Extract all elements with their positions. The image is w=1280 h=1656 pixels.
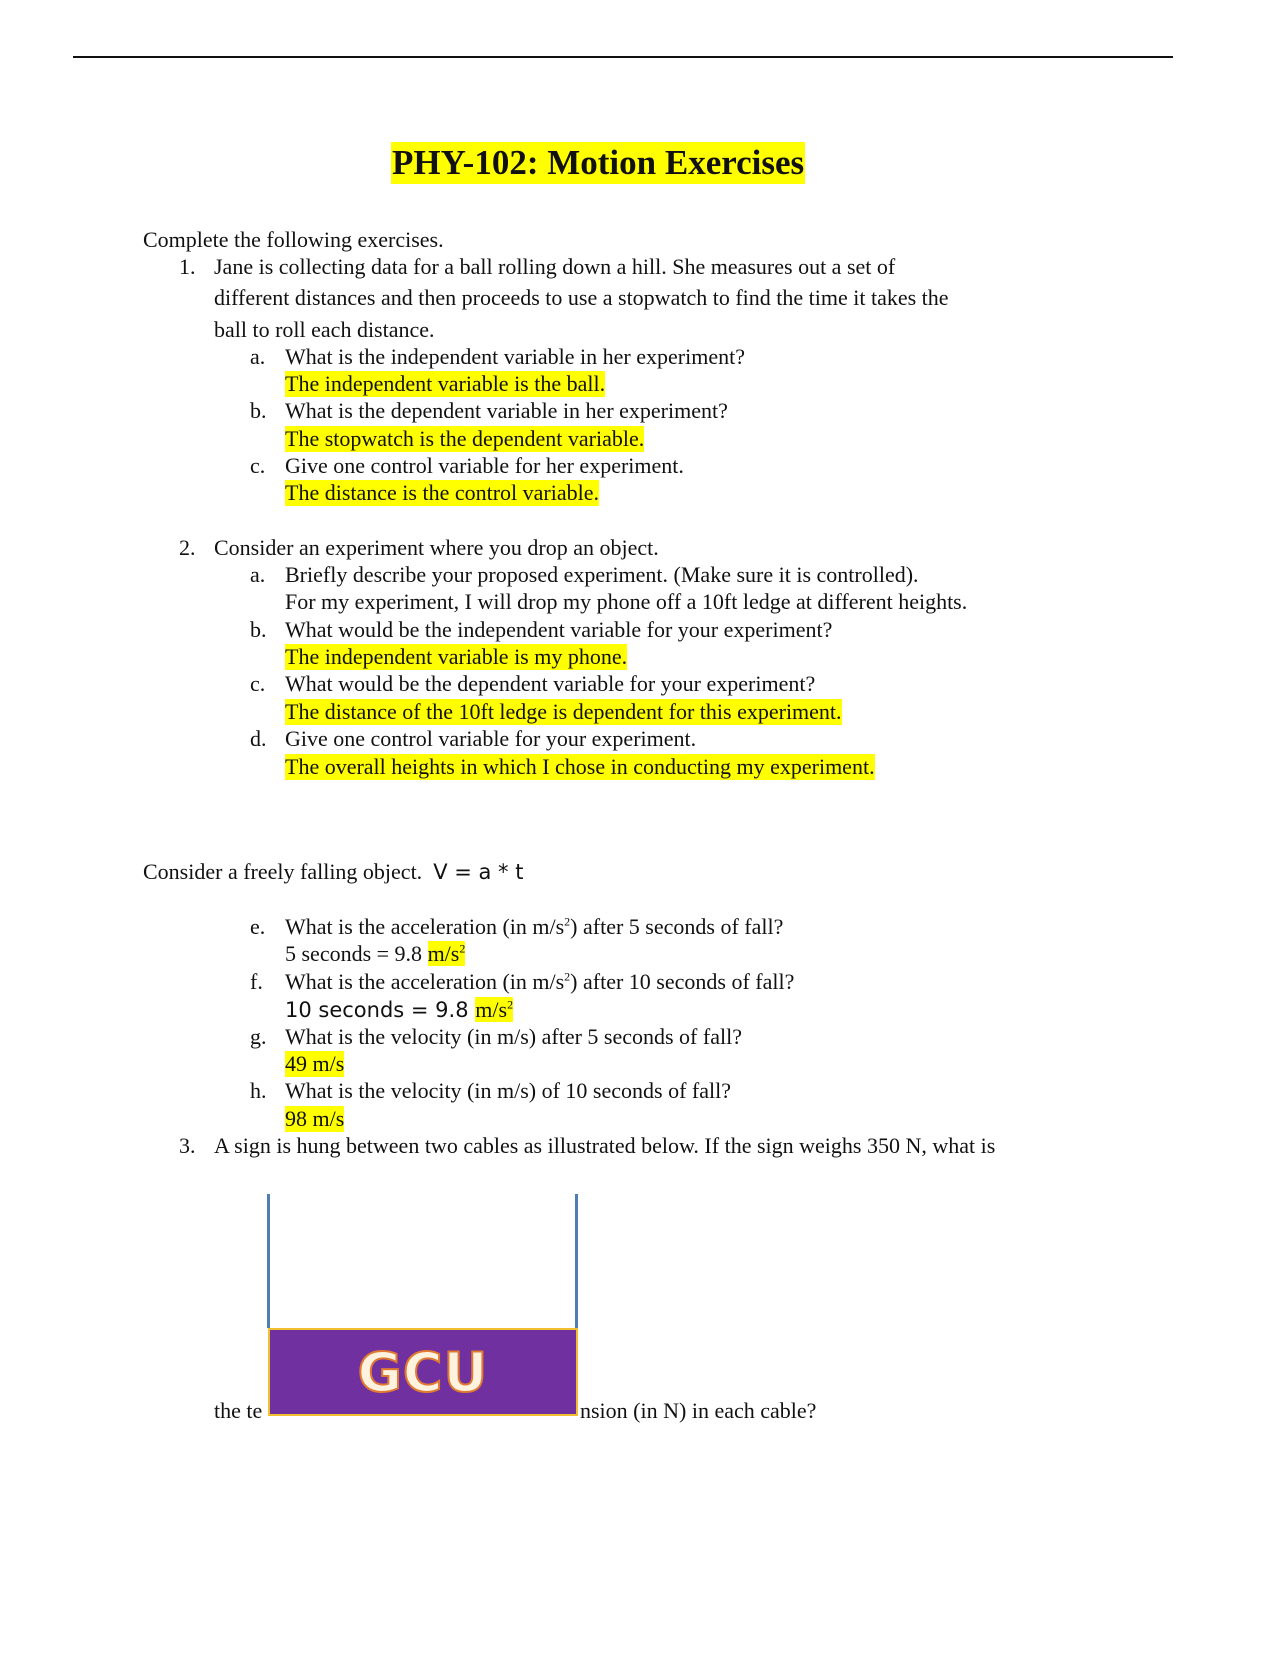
q1-text-line: Jane is collecting data for a ball rolling down a hill. She measures out a set of [214,254,896,279]
q1c-answer: The distance is the control variable. [285,480,599,505]
q1b-question: What is the dependent variable in her experiment? [285,398,728,423]
page-title: PHY-102: Motion Exercises [392,143,805,182]
left-cable [267,1194,270,1328]
q3-text-continued-right: nsion (in N) in each cable? [580,1398,817,1423]
falling-intro [143,859,523,885]
q2c-question: What would be the dependent variable for your experiment? [285,671,816,696]
q1b-answer: The stopwatch is the dependent variable. [285,426,645,451]
q2d-letter: d. [250,726,267,751]
q2c-letter: c. [250,671,266,696]
q1b-letter: b. [250,398,267,423]
qf-question: What is the acceleration (in $m/s^2$) after 10 seconds of fall? [285,969,795,994]
qe-answer: 5 seconds = 9.8 $m/s^2$ [285,941,466,966]
q3-text-continued-left: the te [214,1398,263,1423]
qf-letter: f. [250,969,263,994]
qe-letter: e. [250,914,266,939]
qh-answer: 98 m/s [285,1106,345,1131]
q2d-question: Give one control variable for your experiment. [285,726,697,751]
q2a-answer: For my experiment, I will drop my phone off a 10ft ledge at different heights. [285,589,968,614]
gcu-sign-image [268,1328,578,1416]
qg-letter: g. [250,1024,267,1049]
qh-question: What is the velocity (in m/s) of 10 seconds of fall? [285,1078,731,1103]
qg-answer: 49 m/s [285,1051,345,1076]
header-rule [73,56,1173,58]
intro-text: Complete the following exercises. [143,227,444,252]
q1-text-line: different distances and then proceeds to use a stopwatch to find the time it takes the [214,285,949,310]
q2c-answer: The distance of the 10ft ledge is dependent for this experiment. [285,699,842,724]
qg-question: What is the velocity (in m/s) after 5 seconds of fall? [285,1024,742,1049]
q3-number: 3. [179,1133,196,1158]
q2a-question: Briefly describe your proposed experiment. (Make sure it is controlled). [285,562,919,587]
q1-text-line: ball to roll each distance. [214,317,435,342]
q2d-answer: The overall heights in which I chose in conducting my experiment. [285,754,875,779]
q2-number: 2. [179,535,196,560]
q2-text: Consider an experiment where you drop an object. [214,535,659,560]
q1-number: 1. [179,254,196,279]
right-cable [575,1194,578,1328]
gcu-logo-text: GCU [357,1340,489,1404]
velocity-formula: V = a * t [433,860,524,884]
falling-text: Consider a freely falling object. [143,859,423,884]
q2b-letter: b. [250,617,267,642]
q2b-answer: The independent variable is my phone. [285,644,628,669]
q1c-letter: c. [250,453,266,478]
q1a-question: What is the independent variable in her experiment? [285,344,745,369]
q2b-question: What would be the independent variable for your experiment? [285,617,833,642]
q3-text: A sign is hung between two cables as illustrated below. If the sign weighs 350 N, what is [214,1133,996,1158]
q1a-letter: a. [250,344,266,369]
qh-letter: h. [250,1078,267,1103]
qf-answer: 10 seconds = 9.8 $m/s^2$ [285,997,514,1022]
q1a-answer: The independent variable is the ball. [285,371,606,396]
qe-question: What is the acceleration (in $m/s^2$) after 5 seconds of fall? [285,914,784,939]
q1c-question: Give one control variable for her experiment. [285,453,684,478]
q2a-letter: a. [250,562,266,587]
